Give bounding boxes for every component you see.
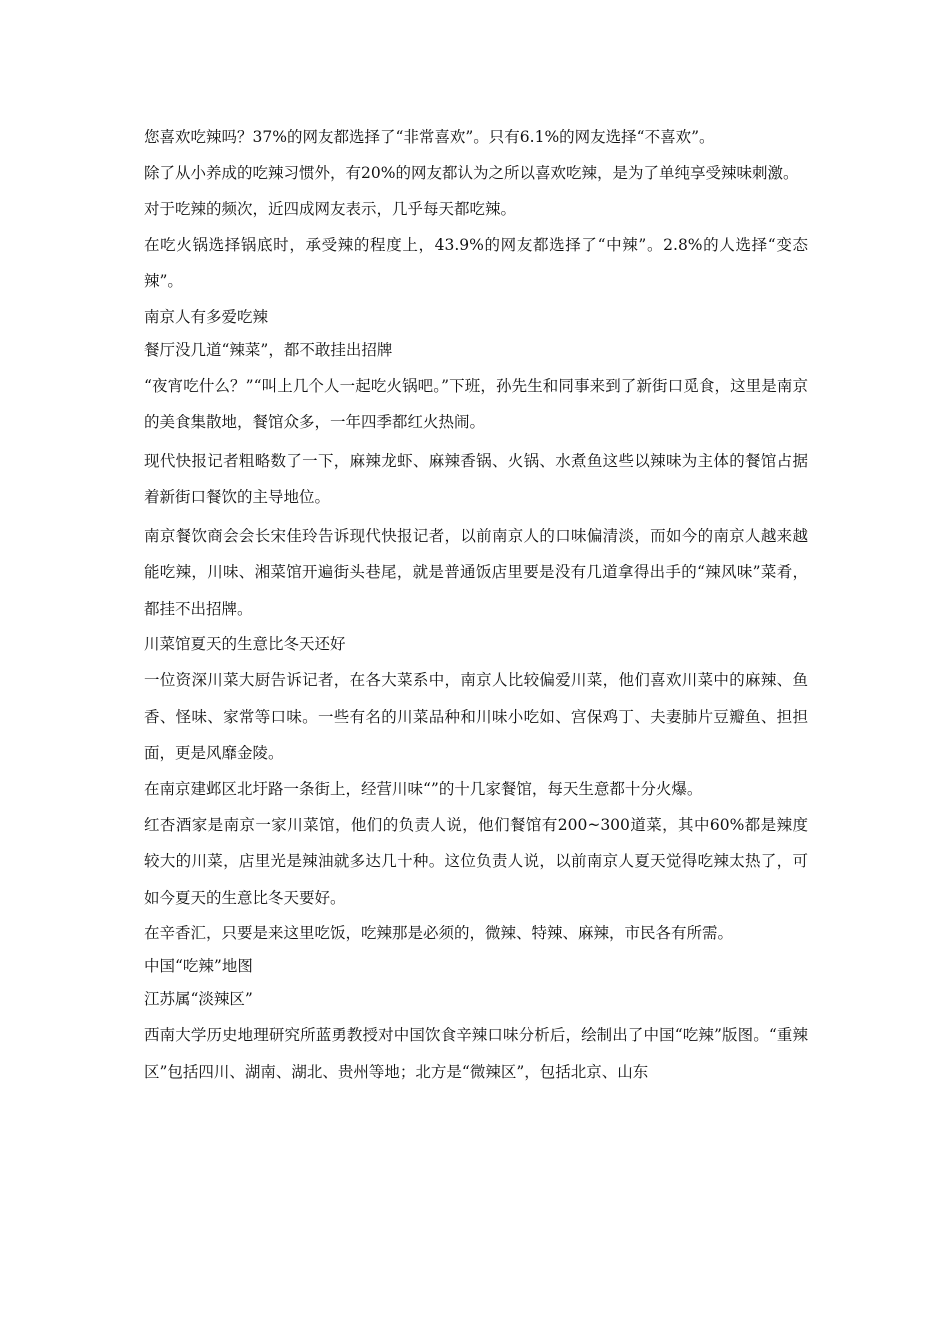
paragraph-professor-lan: 西南大学历史地理研究所蓝勇教授对中国饮食辛辣口味分析后，绘制出了中国“吃辣”版图。“重辣区”包括四川、湖南、湖北、贵州等地；北方是“微辣区”，包括北京、山东 (144, 1026, 808, 1081)
paragraph-survey-preference: 您喜欢吃辣吗？37%的网友都选择了“非常喜欢”。只有6.1%的网友选择“不喜欢”。 (144, 128, 715, 146)
section-heading-nanjing: 南京人有多爱吃辣 (144, 307, 269, 326)
paragraph-xinjiekou-dinner: “夜宵吃什么？”“叫上几个人一起吃火锅吧。”下班，孙先生和同事来到了新街口觅食，这里是南京的美食集散地，餐馆众多，一年四季都红火热闹。 (144, 376, 808, 431)
paragraph-survey-reason: 除了从小养成的吃辣习惯外，有20%的网友都认为之所以喜欢吃辣，是为了单纯享受辣味刺激。 (144, 164, 799, 182)
document-page (144, 122, 808, 1092)
paragraph-catering-association: 南京餐饮商会会长宋佳玲告诉现代快报记者，以前南京人的口味偏清淡，而如今的南京人越来越能吃辣，川味、湘菜馆开遍街头巷尾，就是普通饭店里要是没有几道拿得出手的“辣风味”菜肴，都挂不出招牌。 (144, 526, 808, 618)
paragraph-hongxing-restaurant: 红杏酒家是南京一家川菜馆，他们的负责人说，他们餐馆有200~300道菜，其中60%都是辣度较大的川菜，店里光是辣油就多达几十种。这位负责人说，以前南京人夏天觉得吃辣太热了，可如今夏天的生意比冬天要好。 (144, 815, 808, 907)
paragraph-survey-frequency: 对于吃辣的频次，近四成网友表示，几乎每天都吃辣。 (144, 199, 517, 218)
section-heading-china-map: 中国“吃辣”地图 (144, 957, 253, 975)
paragraph-beiyu-road: 在南京建邺区北圩路一条街上，经营川味“”的十几家餐馆，每天生意都十分火爆。 (144, 779, 703, 798)
subheading-restaurant-signs: 餐厅没几道“辣菜”，都不敢挂出招牌 (144, 340, 393, 359)
subheading-jiangsu-mild: 江苏属“淡辣区” (144, 990, 253, 1008)
paragraph-reporter-count: 现代快报记者粗略数了一下，麻辣龙虾、麻辣香锅、火锅、水煮鱼这些以辣味为主体的餐馆占据着新街口餐饮的主导地位。 (144, 451, 808, 506)
subheading-sichuan-summer: 川菜馆夏天的生意比冬天还好 (144, 635, 346, 653)
paragraph-sichuan-chef: 一位资深川菜大厨告诉记者，在各大菜系中，南京人比较偏爱川菜，他们喜欢川菜中的麻辣、鱼香、怪味、家常等口味。一些有名的川菜品种和川味小吃如、宫保鸡丁、夫妻肺片豆瓣鱼、担担面，更是风靡金陵。 (144, 671, 808, 762)
paragraph-survey-hotpot: 在吃火锅选择锅底时，承受辣的程度上，43.9%的网友都选择了“中辣”。2.8%的人选择“变态辣”。 (144, 235, 808, 290)
paragraph-xinxianghui: 在辛香汇，只要是来这里吃饭，吃辣那是必须的，微辣、特辣、麻辣，市民各有所需。 (144, 924, 734, 942)
